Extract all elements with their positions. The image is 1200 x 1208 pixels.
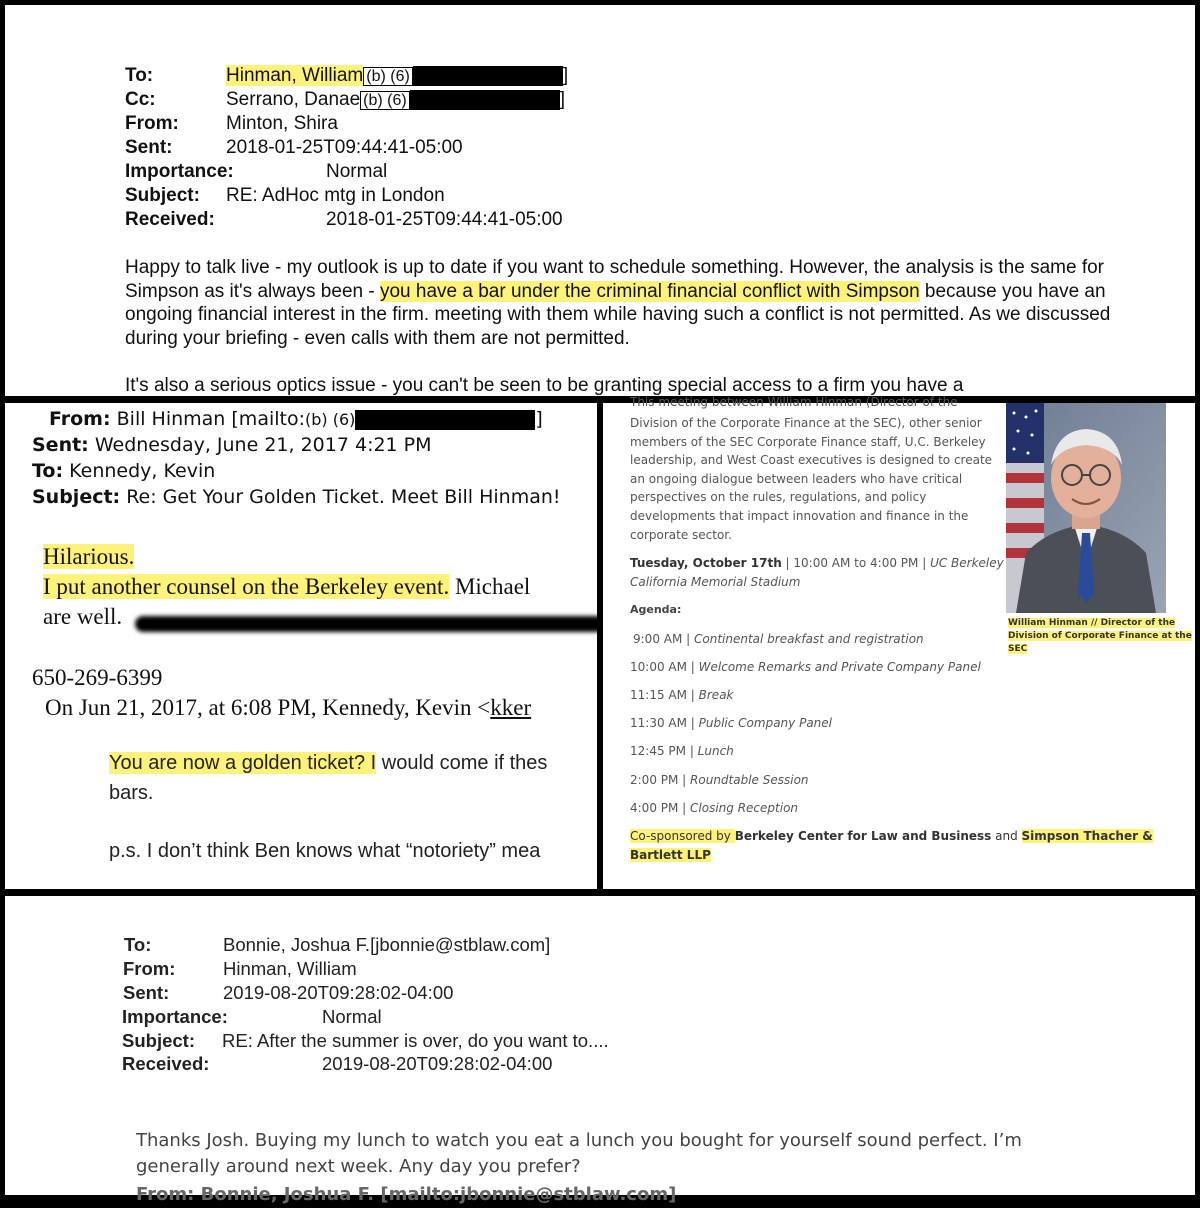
email-link[interactable]: kker [490, 695, 532, 720]
subject-row: Subject: Re: Get Your Golden Ticket. Meet Bill Hinman! [32, 486, 561, 508]
email-panel-bonnie [5, 896, 1195, 1205]
email-body-paragraph: Happy to talk live - my outlook is up to date if you want to schedule something. However, the analysis is the same for Simpson as it's always been - you have a bar under the criminal financial conflict with Simpson because you have an ongoing financial interest in the firm. meeting with them while having such a conflict is not permitted. As we discussed during your briefing - even calls with them are not permitted. [125, 257, 1111, 349]
event-venue: California Memorial Stadium [630, 575, 801, 589]
redaction-label: (b) (6) [363, 67, 413, 86]
received-value: 2018-01-25T09:44:41-05:00 [326, 209, 563, 230]
agenda-item: 9:00 AM | Continental breakfast and registration [633, 632, 924, 646]
from-value: Minton, Shira [226, 113, 338, 134]
to-row: To: Kennedy, Kevin [32, 460, 216, 482]
agenda-item: 12:45 PM | Lunch [630, 744, 734, 758]
cosponsor-line: Co-sponsored by Berkeley Center for Law and Business and Simpson Thacher & [630, 829, 1153, 843]
email-body: Thanks Josh. Buying my lunch to watch you eat a lunch you bought for yourself sound perfect. I’m generally around next week. Any day you prefer? [136, 1130, 1022, 1177]
importance-label: Importance: [122, 1006, 228, 1027]
subject-value: RE: AdHoc mtg in London [226, 185, 445, 206]
redaction-bar [355, 410, 535, 430]
importance-value: Normal [326, 161, 388, 182]
to-value: Bonnie, Joshua F.[jbonnie@stblaw.com] [223, 934, 551, 955]
agenda-item: 11:15 AM | Break [630, 688, 734, 702]
agenda-item: 2:00 PM | Roundtable Session [630, 773, 809, 787]
agenda-item: 4:00 PM | Closing Reception [630, 801, 799, 815]
sent-value: 2018-01-25T09:44:41-05:00 [226, 137, 463, 158]
subject-value: RE: After the summer is over, do you want to.... [222, 1030, 609, 1051]
reply-line-2: I put another counsel on the Berkeley event. Michael [43, 574, 531, 599]
portrait-photo [1006, 403, 1166, 613]
from-row: From: Bill Hinman [mailto:(b) (6) ] [49, 408, 543, 430]
importance-label: Importance: [125, 161, 234, 182]
description-top-line: This meeting between William Hinman (Director of the [630, 395, 958, 409]
from-value: Hinman, William [223, 958, 357, 979]
received-value: 2019-08-20T09:28:02-04:00 [322, 1053, 553, 1074]
importance-value: Normal [322, 1006, 382, 1027]
highlighted-text: you have a bar under the criminal financial conflict with Simpson [379, 280, 920, 302]
from-label: From: [125, 113, 179, 134]
portrait-caption: William Hinman // Director of the Division of Corporate Finance at the SEC [1008, 618, 1192, 654]
to-label: To: [124, 934, 152, 955]
subject-label: Subject: [122, 1030, 195, 1051]
event-flyer-panel [603, 395, 1195, 889]
email-panel-minton [5, 5, 1195, 396]
cc-value: Serrano, Danae (b) (6) ] [226, 89, 565, 110]
event-description: Division of the Corporate Finance at the SEC), other senior members of the SEC Corporate Finance staff, U.C. Berkeley leadership, and West Coast executives is designed to create an ongoing dialogue between leaders who have critical perspectives on the rules, regulations, and policy developments that impact innovation and finance in the corporate sector. [630, 416, 993, 542]
portrait-illustration [1006, 403, 1166, 613]
redaction-label: (b) (6) [305, 410, 356, 429]
received-label: Received: [122, 1053, 210, 1074]
email-body-paragraph-2: It's also a serious optics issue - you can't be seen to be granting special access to a firm you have a [125, 375, 964, 396]
to-label: To: [125, 65, 154, 86]
sent-row: Sent: Wednesday, June 21, 2017 4:21 PM [32, 434, 432, 456]
cosponsor-line-2: Bartlett LLP [630, 848, 711, 862]
from-label: From: [123, 958, 176, 979]
to-value: Hinman, William (b) (6) ] [226, 65, 569, 86]
reply-line-1: Hilarious. [43, 544, 135, 569]
redaction-bar [410, 90, 560, 110]
agenda-heading: Agenda: [630, 603, 682, 616]
quoted-ps: p.s. I don’t think Ben knows what “notoriety” mea [109, 840, 541, 862]
sent-label: Sent: [123, 982, 170, 1003]
agenda-item: 11:30 AM | Public Company Panel [630, 716, 832, 730]
quoted-line-2: bars. [109, 782, 154, 804]
redaction-bar [413, 66, 563, 86]
quoted-line-1: You are now a golden ticket? I would come if thes [109, 752, 548, 774]
quote-header: On Jun 21, 2017, at 6:08 PM, Kennedy, Kevin <kker [45, 695, 532, 720]
email-panel-hinman-kennedy [5, 403, 597, 889]
sent-value: 2019-08-20T09:28:02-04:00 [223, 982, 454, 1003]
received-label: Received: [125, 209, 215, 230]
subject-label: Subject: [125, 185, 200, 206]
event-date-line: Tuesday, October 17th | 10:00 AM to 4:00 PM | UC Berkeley [630, 556, 1004, 570]
redaction-bar [135, 616, 605, 632]
redaction-label: (b) (6) [360, 91, 410, 110]
cutoff-line: From: Bonnie, Joshua F. [mailto:jbonnie@stblaw.com] [136, 1184, 677, 1205]
phone-number: 650-269-6399 [32, 665, 163, 690]
agenda-item: 10:00 AM | Welcome Remarks and Private Company Panel [630, 660, 981, 674]
reply-line-3: are well. [43, 604, 123, 629]
cc-label: Cc: [125, 89, 156, 110]
sent-label: Sent: [125, 137, 173, 158]
